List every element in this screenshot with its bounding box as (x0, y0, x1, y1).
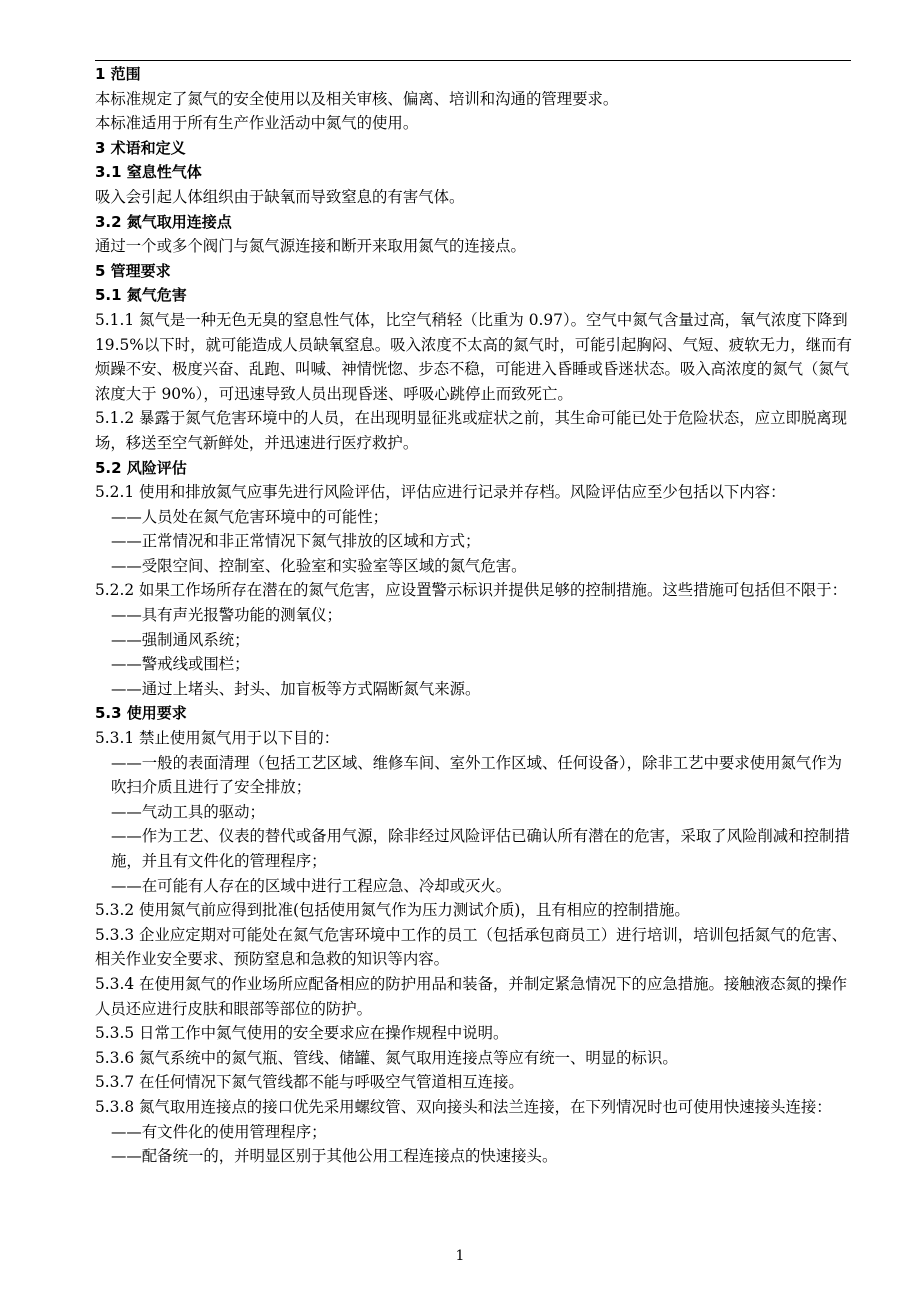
section-3-1-paragraph: 吸入会引起人体组织由于缺氧而导致窒息的有害气体。 (95, 187, 465, 206)
clause-5-2-2: 5.2.2 如果工作场所存在潜在的氮气危害，应设置警示标识并提供足够的控制措施。这些措施可包括但不限于： (95, 581, 848, 600)
header-rule (95, 60, 851, 61)
clause-5-1-1: 5.1.1 氮气是一种无色无臭的窒息性气体，比空气稍轻（比重为 0.97）。空气中氮气含量过高，氧气浓度下降到 19.5%以下时，就可能造成人员缺氧窒息。吸入浓度不太高的氮气时，可能引起胸闷、气短、疲软无力，继而有烦躁不安、极度兴奋、乱跑、叫喊、神情恍惚、步态不稳，可能进入昏睡或昏迷状态。吸入高浓度的氮气（氮气浓度大于 90%），可迅速导致人员出现昏迷、呼吸心跳停止而致死亡。 (95, 310, 852, 403)
section-3-heading: 3 术语和定义 (95, 138, 186, 157)
section-1-paragraph: 本标准规定了氮气的安全使用以及相关审核、偏离、培训和沟通的管理要求。 (95, 89, 619, 108)
clause-5-3-1: 5.3.1 禁止使用氮气用于以下目的： (95, 729, 340, 748)
list-item: ——在可能有人存在的区域中进行工程应急、冷却或灭火。 (111, 876, 512, 895)
list-item: ——通过上堵头、封头、加盲板等方式隔断氮气来源。 (111, 679, 481, 698)
clause-5-3-6: 5.3.6 氮气系统中的氮气瓶、管线、储罐、氮气取用连接点等应有统一、明显的标识。 (95, 1048, 678, 1067)
list-item: ——警戒线或围栏； (111, 655, 250, 674)
section-3-2-heading: 3.2 氮气取用连接点 (95, 212, 232, 231)
clause-5-3-3: 5.3.3 企业应定期对可能处在氮气危害环境中工作的员工（包括承包商员工）进行培训，培训包括氮气的危害、相关作业安全要求、预防窒息和急救的知识等内容。 (95, 925, 848, 969)
clause-5-3-8: 5.3.8 氮气取用连接点的接口优先采用螺纹管、双向接头和法兰连接，在下列情况时也可使用快速接头连接： (95, 1097, 832, 1116)
list-item: ——配备统一的，并明显区别于其他公用工程连接点的快速接头。 (111, 1147, 558, 1166)
clause-5-3-7: 5.3.7 在任何情况下氮气管线都不能与呼吸空气管道相互连接。 (95, 1073, 524, 1092)
clause-5-3-5: 5.3.5 日常工作中氮气使用的安全要求应在操作规程中说明。 (95, 1024, 509, 1043)
section-3-2-paragraph: 通过一个或多个阀门与氮气源连接和断开来取用氮气的连接点。 (95, 237, 526, 256)
page-number: 1 (455, 1248, 465, 1264)
section-1-paragraph: 本标准适用于所有生产作业活动中氮气的使用。 (95, 114, 419, 133)
document-body (95, 62, 853, 1169)
list-item: ——作为工艺、仪表的替代或备用气源，除非经过风险评估已确认所有潜在的危害，采取了风险削减和控制措施，并且有文件化的管理程序； (111, 827, 850, 870)
section-5-2-heading: 5.2 风险评估 (95, 458, 187, 477)
list-item: ——人员处在氮气危害环境中的可能性； (111, 507, 389, 526)
section-1-heading: 1 范围 (95, 65, 141, 83)
list-item: ——一般的表面清理（包括工艺区域、维修车间、室外工作区域、任何设备），除非工艺中要求使用氮气作为吹扫介质且进行了安全排放； (111, 753, 843, 797)
section-3-1-heading: 3.1 窒息性气体 (95, 163, 202, 182)
list-item: ——正常情况和非正常情况下氮气排放的区域和方式； (111, 532, 481, 551)
clause-5-3-2: 5.3.2 使用氮气前应得到批准(包括使用氮气作为压力测试介质)，且有相应的控制措施。 (95, 901, 690, 920)
list-item: ——有文件化的使用管理程序； (111, 1122, 327, 1141)
clause-5-2-1: 5.2.1 使用和排放氮气应事先进行风险评估，评估应进行记录并存档。风险评估应至少包括以下内容： (95, 483, 786, 502)
section-5-heading: 5 管理要求 (95, 261, 171, 280)
clause-5-1-2: 5.1.2 暴露于氮气危害环境中的人员，在出现明显征兆或症状之前，其生命可能已处于危险状态，应立即脱离现场，移送至空气新鲜处，并迅速进行医疗救护。 (95, 409, 848, 452)
list-item: ——气动工具的驱动； (111, 802, 265, 821)
list-item: ——具有声光报警功能的测氧仪； (111, 606, 342, 625)
list-item: ——受限空间、控制室、化验室和实验室等区域的氮气危害。 (111, 556, 527, 575)
section-5-1-heading: 5.1 氮气危害 (95, 286, 187, 305)
list-item: ——强制通风系统； (111, 630, 250, 649)
section-5-3-heading: 5.3 使用要求 (95, 704, 187, 723)
clause-5-3-4: 5.3.4 在使用氮气的作业场所应配备相应的防护用品和装备，并制定紧急情况下的应急措施。接触液态氮的操作人员还应进行皮肤和眼部等部位的防护。 (95, 974, 848, 1018)
